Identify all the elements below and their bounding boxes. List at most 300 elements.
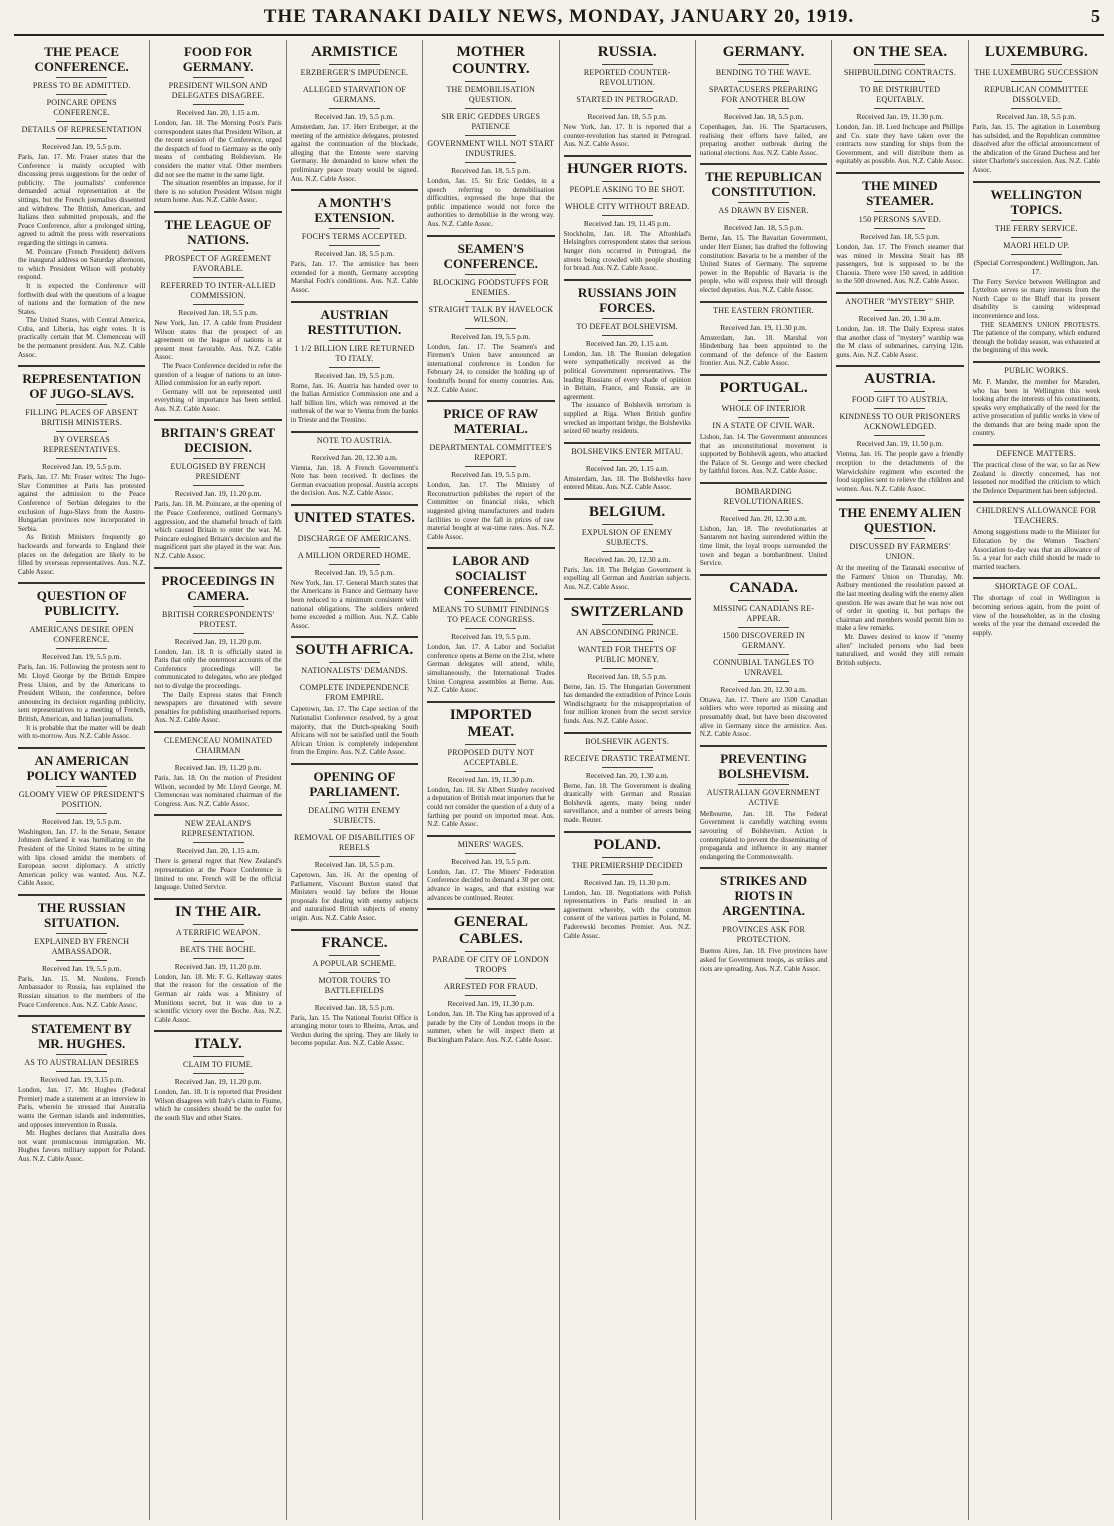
article-headline: POLAND. bbox=[593, 836, 661, 853]
article-paragraph: London, Jan. 18. Sir Albert Stanley received a deputation of British meat importers that he could not consider the question of a duty of a farthing per pound on imported meat. Aus. N.Z. Cable Assoc. bbox=[427, 785, 555, 829]
article-paragraph: Paris, Jan. 17. The armistice has been extended for a month, Germany accepting Marshal Foch's conditions. Aus. N.Z. Cable Assoc. bbox=[290, 260, 419, 294]
article-subhead: PEOPLE ASKING TO BE SHOT. bbox=[569, 184, 685, 194]
subhead-rule bbox=[329, 340, 380, 341]
article-divider bbox=[291, 763, 418, 765]
article-dateline: Received Jan. 19, 3.15 p.m. bbox=[40, 1075, 124, 1085]
article-subhead: REPORTED COUNTER-REVOLUTION. bbox=[583, 68, 671, 87]
article bbox=[154, 731, 281, 808]
article-divider bbox=[836, 365, 963, 367]
article-divider bbox=[564, 442, 691, 444]
article-divider bbox=[427, 701, 554, 703]
subhead-rule bbox=[329, 81, 380, 82]
article-headline: IN THE AIR. bbox=[175, 903, 262, 920]
dateline-rule bbox=[602, 460, 653, 461]
subhead-rule bbox=[465, 301, 516, 302]
article-paragraph: London, Jan. 18. It is officially stated in Paris that only the outermost accounts of the Conference proceedings will be communicated to delegates, who are pledged not to divulge the proceedings. bbox=[154, 647, 282, 690]
dateline-rule bbox=[1011, 108, 1062, 109]
article-paragraph: Rome, Jan. 16. Austria has handed over to the Italian Armistice Commission one and a half billion lire, which was removed at the outbreak of the war to Vienna from the banks in Trieste and the Trentino. bbox=[290, 381, 419, 424]
article-divider bbox=[291, 636, 418, 638]
article-divider bbox=[154, 567, 281, 569]
dateline-rule bbox=[193, 304, 244, 305]
dateline-rule bbox=[874, 310, 925, 311]
article-dateline: Received Jan. 20, 1.15 a.m. bbox=[176, 108, 260, 117]
article-subhead: PROPOSED DUTY NOT ACCEPTABLE. bbox=[447, 747, 535, 767]
dateline-rule bbox=[465, 162, 516, 163]
article-dateline: Received Jan. 18, 5.5 p.m. bbox=[723, 223, 804, 233]
article-divider bbox=[973, 361, 1100, 363]
article-subhead: BY OVERSEAS REPRESENTATIVES. bbox=[43, 435, 121, 455]
article-dateline: Received Jan. 19, 5.5 p.m. bbox=[42, 142, 122, 151]
subhead-rule bbox=[56, 94, 107, 95]
article-subhead: MEANS TO SUBMIT FINDINGS TO PEACE CONGRESS. bbox=[432, 605, 550, 625]
subhead-rule bbox=[465, 274, 516, 275]
subhead-rule bbox=[329, 679, 380, 680]
article-divider bbox=[291, 431, 418, 433]
article-dateline: Received Jan. 18, 5.5 p.m. bbox=[996, 112, 1076, 121]
subhead-rule bbox=[56, 77, 107, 78]
article bbox=[836, 499, 963, 667]
article-dateline: Received Jan. 18, 5.5 p.m. bbox=[587, 671, 667, 681]
dateline-rule bbox=[193, 759, 244, 760]
article-paragraph: Paris, Jan. 15. The National Tourist Office is arranging motor tours to Rheims, Arras, and Verdun during the spring. They are likely to become popular. Aus. N.Z. Cable Assoc. bbox=[290, 1013, 419, 1048]
article-subhead: WHOLE OF INTERIOR bbox=[721, 403, 806, 413]
article-dateline: Received Jan. 19, 11.30 p.m. bbox=[583, 877, 671, 887]
article-divider bbox=[154, 731, 281, 733]
article bbox=[18, 894, 145, 1009]
article bbox=[564, 598, 691, 726]
article-subhead: MOTOR TOURS TO BATTLEFIELDS bbox=[318, 975, 391, 995]
article-paragraph: London, Jan. 17. The French steamer that was mined in Messina Strait has 88 passengers, but is supposed to be the Chaouia. There were 150 saved, in addition to the 500 drowned. Aus. N.Z. Cable Assoc. bbox=[836, 242, 964, 286]
article bbox=[700, 163, 827, 294]
dateline-rule bbox=[465, 466, 516, 467]
article-divider bbox=[973, 181, 1100, 183]
article-headline: THE LEAGUE OF NATIONS. bbox=[164, 216, 272, 247]
article-subhead: 1500 DISCOVERED IN GERMANY. bbox=[722, 630, 805, 650]
article bbox=[154, 898, 281, 1025]
article-paragraph: Amsterdam, Jan. 18. Marshal von Hindenburg has been appointed to the command of the defence of the Eastern frontier. Aus. N.Z. Cable Assoc. bbox=[699, 333, 828, 368]
article-dateline: Received Jan. 20, 1.30 a.m. bbox=[858, 313, 942, 323]
article-subhead: TO BE DISTRIBUTED EQUITABLY. bbox=[859, 85, 941, 104]
article-paragraph: London, Jan. 18. It is reported that President Wilson disagrees with Italy's claim to Fiume, which he considers should be the outlet for the south Slav and other States. bbox=[154, 1088, 282, 1123]
article-headline: THE RUSSIAN SITUATION. bbox=[37, 899, 126, 930]
dateline-rule bbox=[329, 856, 380, 857]
article-dateline: Received Jan. 18, 5.5 p.m. bbox=[451, 166, 531, 175]
article-dateline: Received Jan. 19, 5.5 p.m. bbox=[451, 470, 531, 480]
article-subhead: BOMBARDING REVOLUTIONARIES. bbox=[723, 486, 804, 506]
columns-container bbox=[14, 40, 1104, 1520]
article-subhead: PROVINCES ASK FOR PROTECTION. bbox=[722, 925, 806, 945]
subhead-rule bbox=[738, 654, 789, 655]
article-headline: THE MINED STEAMER. bbox=[862, 177, 938, 208]
dateline-rule bbox=[465, 628, 516, 629]
article-dateline: Received Jan. 19, 11.30 p.m. bbox=[720, 322, 807, 332]
article-headline: WELLINGTON TOPICS. bbox=[990, 186, 1083, 217]
dateline-rule bbox=[465, 328, 516, 329]
article-paragraph: Vienna, Jan. 16. The people gave a friendly reception to the detachments of the Warwickshire regiment who escorted the food supplies sent to relieve the children and women. Aus. N.Z. Cable Assoc. bbox=[836, 450, 964, 493]
article-headline: REPRESENTATION OF JUGO-SLAVS. bbox=[22, 371, 142, 402]
article-headline: GENERAL CABLES. bbox=[453, 914, 528, 948]
article-subhead: DEFENCE MATTERS. bbox=[996, 449, 1077, 459]
dateline-rule bbox=[56, 648, 107, 649]
article-headline: BRITAIN'S GREAT DECISION. bbox=[161, 425, 276, 456]
article-divider bbox=[836, 292, 963, 294]
article-dateline: Received Jan. 19, 11.20 p.m. bbox=[174, 961, 262, 971]
dateline-rule bbox=[193, 842, 244, 843]
article-paragraph: At the meeting of the Taranaki executive of the Farmers' Union on Thursday, Mr. Astbury mentioned the resolution passed at the last meeting dealing with the enemy alien question. He was aware that he was now out of order in quoting it, but perhaps the chairman and members would permit him to make a few remarks. bbox=[836, 564, 964, 633]
article-subhead: AS DRAWN BY EISNER. bbox=[718, 206, 809, 216]
article-headline: LABOR AND SOCIALIST CONFERENCE. bbox=[443, 553, 538, 599]
article-headline: SEAMEN'S CONFERENCE. bbox=[443, 240, 538, 271]
article-paragraph: Mr. Hughes declares that Australia does not want promiscuous immigration. Mr. Hughes favors military support for Poland. Aus. N.Z. Cable Assoc. bbox=[18, 1129, 146, 1163]
subhead-rule bbox=[738, 921, 789, 922]
article-subhead: A POPULAR SCHEME. bbox=[312, 958, 397, 968]
dateline-rule bbox=[465, 853, 516, 854]
column-7 bbox=[832, 40, 968, 1520]
article-paragraph: Paris, Jan. 18. On the motion of President Wilson, seconded by Mr. Lloyd George, M. Clemenceau was nominated chairman of the Congress. Aus. N.Z. Cable Assoc. bbox=[154, 773, 282, 808]
article-subhead: CHILDREN'S ALLOWANCE FOR TEACHERS. bbox=[976, 506, 1097, 526]
article-paragraph: The practical close of the war, so far as New Zealand is directly concerned, has not lessened nor modified the criticism to which the Defence Department has been subjected. bbox=[972, 461, 1100, 495]
article-divider bbox=[18, 747, 145, 749]
article-headline: CANADA. bbox=[729, 579, 798, 596]
article-headline: PRICE OF RAW MATERIAL. bbox=[443, 406, 539, 437]
article bbox=[291, 44, 418, 183]
article-divider bbox=[836, 499, 963, 501]
article-divider bbox=[154, 898, 281, 900]
subhead-rule bbox=[738, 600, 789, 601]
dateline-rule bbox=[329, 999, 380, 1000]
article bbox=[427, 701, 554, 829]
article-divider bbox=[564, 598, 691, 600]
article-subhead: BOLSHEVIKS ENTER MITAU. bbox=[571, 446, 684, 456]
article-paragraph: London, Jan. 18. Lord Inchcape and Phillips and Co. state they have taken over the contracts now standing for ships from the Government, and will distribute them as equitably as possible. Aus. N.Z. Cable Assoc. bbox=[836, 123, 964, 166]
article-dateline: Received Jan. 19, 11.50 p.m. bbox=[856, 439, 944, 449]
article-subhead: REMOVAL OF DISABILITIES OF REBELS bbox=[293, 833, 415, 852]
article-paragraph: Paris, Jan. 18. The Belgian Government is expelling all German and Austrian subjects. Aus. N.Z. Cable Assoc. bbox=[563, 565, 691, 592]
article-divider bbox=[564, 155, 691, 157]
article-subhead: EXPULSION OF ENEMY SUBJECTS. bbox=[581, 527, 673, 547]
article bbox=[427, 44, 554, 229]
article-subhead: 1 1/2 BILLION LIRE RETURNED TO ITALY. bbox=[294, 343, 415, 363]
dateline-rule bbox=[738, 319, 789, 320]
article bbox=[836, 365, 963, 493]
article bbox=[154, 814, 281, 891]
article-dateline: Received Jan. 18, 5.5 p.m. bbox=[314, 860, 395, 869]
article-paragraph: Berne, Jan. 15. The Bavarian Government, under Herr Eisner, has drafted the following constitution: Bavaria to be a member of the United States of Germany. The supreme power in the Republic of Bavaria is the people, who will express their will through elected deputies. Aus. N.Z. Cable Assoc. bbox=[699, 234, 828, 294]
article-divider bbox=[700, 745, 827, 747]
article bbox=[973, 44, 1100, 175]
article-paragraph: New York, Jan. 17. General March states that the Americans in France and Germany have been reduced to a minimum consistent with national obligations. The soldiers ordered home exceeded a million. Aus. N.Z. Cable Assoc. bbox=[290, 578, 419, 630]
article-divider bbox=[700, 374, 827, 376]
subhead-rule bbox=[602, 318, 653, 319]
article-dateline: Received Jan. 19, 5.5 p.m. bbox=[451, 856, 531, 866]
article-subhead: THE PREMIERSHIP DECIDED bbox=[571, 860, 683, 870]
article-paragraph: Amsterdam, Jan. 17. Herr Erzberger, at the meeting of the armistice delegates, protested against the continuation of the blockade, alleging that the Entente were starving Germany. He demanded to know when the preliminary peace treaty would be signed. Aus. N.Z. Cable Assoc. bbox=[290, 123, 419, 183]
article bbox=[291, 504, 418, 631]
article-divider bbox=[18, 1015, 145, 1017]
article-headline: PREVENTING BOLSHEVISM. bbox=[718, 750, 809, 781]
article-paragraph: Mr. F. Mander, the member for Marsden, who has been in Wellington this week looking after the interests of his constituents, speaks very emphatically of the need for the active prosecution of public works in view of the demands that are being made upon the country. bbox=[972, 377, 1100, 438]
subhead-rule bbox=[329, 64, 380, 65]
dateline-rule bbox=[329, 108, 380, 109]
article-paragraph: London, Jan. 18. Negotiations with Polish representatives in Paris resulted in an agreement whereby, with the common consent of the various parties in Poland, M. Paderewski becomes Premier. Aus. N.Z. Cable Assoc. bbox=[563, 888, 691, 940]
column-8 bbox=[969, 40, 1104, 1520]
article-dateline: Received Jan. 20, 1.15 a.m. bbox=[176, 846, 260, 856]
article-headline: HUNGER RIOTS. bbox=[567, 160, 688, 177]
article-subhead: GLOOMY VIEW OF PRESIDENT'S POSITION. bbox=[18, 789, 145, 809]
article bbox=[427, 400, 554, 541]
subhead-rule bbox=[329, 547, 380, 548]
subhead-rule bbox=[465, 601, 516, 602]
article-paragraph: Ottawa, Jan. 17. There are 1500 Canadian soldiers who were reported as missing and presumably dead, but have been discovered alive in Germany since the armistice. Aus. N.Z. Cable Assoc. bbox=[699, 695, 828, 739]
subhead-rule bbox=[602, 181, 653, 182]
article-dateline: Received Jan. 20, 12.30 a.m. bbox=[583, 554, 671, 564]
article-subhead: DISCHARGE OF AMERICANS. bbox=[297, 533, 412, 543]
dateline-rule bbox=[738, 219, 789, 220]
article bbox=[700, 44, 827, 157]
article-divider bbox=[973, 501, 1100, 503]
subhead-rule bbox=[602, 64, 653, 65]
article-paragraph: London, Jan. 17. The Ministry of Reconstruction publishes the report of the Committee on financial risks, which suggested giving manufacturers and traders facilities to cover the fall in prices of raw material bought at war-time rates. Aus. N.Z. Cable Assoc. bbox=[427, 481, 555, 541]
article-paragraph: Paris, Jan. 17. Mr. Fraser writes: The Jugo-Slav Committee at Paris has protested against the admission to the Peace Conference of Serbian delegates to the exclusion of Jugo-Slavs from the Austro-Hungarian provinces now incorporated in Serbia. bbox=[18, 473, 146, 533]
article-subhead: NOTE TO AUSTRIA. bbox=[316, 435, 392, 445]
article bbox=[291, 189, 418, 294]
article-dateline: Received Jan. 19, 11.20 p.m. bbox=[174, 1077, 262, 1087]
article-paragraph: Capetown, Jan. 17. The Cape section of the Nationalist Conference resolved, by a great majority, that the Dutch-speaking South Africans will not be satisfied until the South African Union is completely independent from the Empire. Aus. N.Z. Cable Assoc. bbox=[290, 705, 419, 757]
article-subhead: THE FERRY SERVICE. bbox=[994, 223, 1078, 233]
article-paragraph: Paris, Jan. 18. M. Poincare, at the opening of the Peace Conference, outlined Germany's aggression, and the shameful breach of faith which caused Britain to enter the war. M. Poincare eulogised Britain's decision and the magnificent part she played in the war. Aus. N.Z. Cable Assoc. bbox=[154, 500, 282, 561]
article-subhead: AN ABSCONDING PRINCE. bbox=[576, 627, 679, 637]
subhead-rule bbox=[56, 404, 107, 405]
article-paragraph: London, Jan. 17. Mr. Hughes (Federal Premier) made a statement at an interview in Paris, wherein he stressed that Australia wants the German islands and indemnities, and opposes intervention in Russia. bbox=[18, 1086, 146, 1129]
subhead-rule bbox=[602, 198, 653, 199]
subhead-rule bbox=[193, 77, 244, 78]
article-headline: STRIKES AND RIOTS IN ARGENTINA. bbox=[720, 873, 808, 919]
article-subhead: SHIPBUILDING CONTRACTS. bbox=[843, 68, 957, 77]
article bbox=[154, 419, 281, 560]
dateline-rule bbox=[329, 564, 380, 565]
article-headline: BELGIUM. bbox=[589, 503, 666, 520]
article-headline: PORTUGAL. bbox=[719, 379, 808, 396]
dateline-rule bbox=[329, 245, 380, 246]
article-paragraph: New York, Jan. 17. A cable from President Wilson states that the prospect of an agreement on the league of nations is at present most favorable. Aus. N.Z. Cable Assoc. bbox=[154, 318, 282, 362]
article-divider bbox=[18, 894, 145, 896]
article-dateline: Received Jan. 19, 11.30 p.m. bbox=[447, 999, 535, 1009]
article-headline: MOTHER COUNTRY. bbox=[451, 44, 530, 77]
article-headline: STATEMENT BY MR. HUGHES. bbox=[31, 1021, 133, 1052]
article-divider bbox=[154, 1030, 281, 1032]
article-divider bbox=[700, 574, 827, 576]
subhead-rule bbox=[874, 408, 925, 409]
column-3 bbox=[287, 40, 423, 1520]
subhead-rule bbox=[56, 621, 107, 622]
dateline-rule bbox=[738, 510, 789, 511]
article-divider bbox=[427, 835, 554, 837]
article-paragraph: The situation resembles an impasse, for if there is no solution President Wilson might return home. Aus. N.Z. Cable Assoc. bbox=[154, 179, 282, 205]
article-subhead: PRESIDENT WILSON AND DELEGATES DISAGREE. bbox=[168, 81, 268, 100]
article-dateline: Received Jan. 20, 12.30 a.m. bbox=[720, 513, 807, 523]
subhead-rule bbox=[56, 431, 107, 432]
article-subhead: BOLSHEVIK AGENTS. bbox=[585, 736, 670, 746]
article-subhead: AUSTRALIAN GOVERNMENT ACTIVE bbox=[706, 787, 821, 807]
article-dateline: (Special Correspondent.) Wellington, Jan. 17. bbox=[973, 257, 1100, 276]
dateline-rule bbox=[56, 1071, 107, 1072]
article-subhead: EXPLAINED BY FRENCH AMBASSADOR. bbox=[34, 936, 130, 956]
subhead-rule bbox=[465, 135, 516, 136]
article-subhead: WANTED FOR THEFTS OF PUBLIC MONEY. bbox=[577, 644, 677, 664]
article-dateline: Received Jan. 19, 11.20 p.m. bbox=[174, 636, 262, 646]
article bbox=[564, 831, 691, 941]
article-divider bbox=[973, 444, 1100, 446]
article-dateline: Received Jan. 20, 1.30 a.m. bbox=[585, 770, 669, 780]
dateline-rule bbox=[602, 874, 653, 875]
article-paragraph: There is general regret that New Zealand's representation at the Peace Conference is limited to one. French will be the official language. United Service. bbox=[154, 857, 282, 892]
article-paragraph: The Daily Express states that French newspapers are threatened with severe penalties for publishing unauthorised reports. Aus. N.Z. Cable Assoc. bbox=[154, 690, 282, 725]
article bbox=[973, 181, 1100, 355]
article-dateline: Received Jan. 18, 5.5 p.m. bbox=[860, 231, 940, 241]
article-paragraph: New York, Jan. 17. It is reported that a counter-revolution has started in Petrograd. Aus. N.Z. Cable Assoc. bbox=[563, 123, 691, 149]
article bbox=[700, 867, 827, 973]
article bbox=[154, 211, 281, 414]
article bbox=[564, 44, 691, 149]
article-paragraph: Lisbon, Jan. 18. The revolutionaries at Santarem not having surrendered within the time limit, the loyal troops surrounded the town and began a bombardment. United Service. bbox=[699, 524, 828, 568]
article bbox=[291, 301, 418, 425]
subhead-rule bbox=[602, 624, 653, 625]
subhead-rule bbox=[602, 91, 653, 92]
article-paragraph: Germany will not be represented until everything of importance has been settled. Aus. N.Z. Cable Assoc. bbox=[154, 387, 282, 413]
article-headline: SOUTH AFRICA. bbox=[295, 642, 414, 659]
article-paragraph: The Ferry Service between Wellington and Lyttelton serves so many interests from the North Cape to the Bluff that its present disability is causing widespread inconvenience and loss. bbox=[972, 277, 1100, 320]
article-dateline: Received Jan. 18, 5.5 p.m. bbox=[314, 1002, 395, 1012]
article-subhead: TO DEFEAT BOLSHEVISM. bbox=[576, 321, 678, 331]
article-paragraph: The issuance of Bolshevik terrorism is supplied at Riga. When British gunfire wrecked an important bridge, the Bolsheviks seized 60 nearby residents. bbox=[563, 401, 691, 436]
article-divider bbox=[700, 301, 827, 303]
article-headline: FRANCE. bbox=[321, 934, 388, 951]
dateline-rule bbox=[465, 995, 516, 996]
dateline-rule bbox=[602, 215, 653, 216]
article-paragraph: London, Jan. 18. The Russian delegation were sympathetically received as the political Government representatives. The leading Russians of every shade of opinion in Britain, France, and Russia, are in agreement. bbox=[563, 349, 691, 401]
article-dateline: Received Jan. 18, 5.5 p.m. bbox=[314, 249, 395, 259]
article-headline: IMPORTED MEAT. bbox=[449, 706, 532, 740]
subhead-rule bbox=[465, 108, 516, 109]
article-divider bbox=[18, 582, 145, 584]
article-paragraph: Buenos Aires, Jan. 18. Five provinces have asked for Government troops, as strikes and riots are spreading. Aus. N.Z. Cable Assoc. bbox=[699, 947, 828, 973]
article-subhead: NATIONALISTS' DEMANDS. bbox=[301, 666, 408, 676]
article-paragraph: Amsterdam, Jan. 18. The Bolsheviks have entered Mitau. Aus. N.Z. Cable Assoc. bbox=[563, 474, 691, 492]
article-headline: THE ENEMY ALIEN QUESTION. bbox=[838, 505, 962, 536]
subhead-rule bbox=[874, 391, 925, 392]
article-subhead: AS TO AUSTRALIAN DESIRES bbox=[24, 1058, 139, 1068]
subhead-rule bbox=[193, 277, 244, 278]
article bbox=[973, 501, 1100, 571]
dateline-rule bbox=[193, 1073, 244, 1074]
article-paragraph: It is expected the Conference will forthwith deal with the questions of a league of nations and the formation of the new States. bbox=[18, 281, 146, 316]
article-subhead: GOVERNMENT WILL NOT START INDUSTRIES. bbox=[427, 139, 555, 158]
article-paragraph: The Peace Conference decided to refer the question of a league of nations to an inter-Allied commission for an early report. bbox=[154, 361, 282, 388]
article-subhead: FILLING PLACES OF ABSENT BRITISH MINISTERS. bbox=[25, 408, 138, 428]
article-headline: ON THE SEA. bbox=[852, 44, 948, 60]
article-subhead: DETAILS OF REPRESENTATION bbox=[21, 125, 142, 134]
article-paragraph: London, Jan. 17. A Labor and Socialist conference opens at Berne on the 21st, where German delegates will attend, while, simultaneously, the International Trades Union Congress assembles at Berne. Aus. N.Z. Cable Assoc. bbox=[427, 643, 555, 695]
dateline-rule bbox=[193, 958, 244, 959]
dateline-rule bbox=[874, 228, 925, 229]
article-divider bbox=[427, 400, 554, 402]
subhead-rule bbox=[193, 924, 244, 925]
article-subhead: PROSPECT OF AGREEMENT FAVORABLE. bbox=[164, 253, 272, 273]
article-paragraph: THE SEAMEN'S UNION PROTESTS. The patience of the company, which endured through the holiday season, was exhausted at the beginning of this week. bbox=[972, 320, 1100, 355]
article-subhead: BRITISH CORRESPONDENTS' PROTEST. bbox=[162, 609, 275, 629]
article bbox=[700, 745, 827, 862]
article-subhead: REPUBLICAN COMMITTEE DISSOLVED. bbox=[984, 85, 1089, 104]
article-dateline: Received Jan. 19, 11.20 p.m. bbox=[174, 489, 262, 499]
article-divider bbox=[973, 577, 1100, 579]
dateline-rule bbox=[329, 449, 380, 450]
article-paragraph: London, Jan. 17. The Miners' Federation Conference decided to demand a 30 per cent. advance in wages, and that existing war advances be continued. Reuter. bbox=[427, 867, 555, 902]
article-headline: THE PEACE CONFERENCE. bbox=[34, 44, 129, 74]
dateline-rule bbox=[56, 458, 107, 459]
article bbox=[564, 279, 691, 436]
article-subhead: RECEIVE DRASTIC TREATMENT. bbox=[564, 753, 691, 763]
article bbox=[154, 44, 281, 205]
article-subhead: PARADE OF CITY OF LONDON TROOPS bbox=[432, 955, 550, 975]
dateline-rule bbox=[602, 108, 653, 109]
article-paragraph: Lisbon, Jan. 14. The Government announces that an unconstitutional movement is supported by Bolshevik agents, who attacked the Palace of St. George and were checked by faithful forces. Aus. N.Z. Cable Assoc. bbox=[699, 432, 828, 476]
dateline-rule bbox=[193, 485, 244, 486]
article-subhead: REFERRED TO INTER-ALLIED COMMISSION. bbox=[160, 280, 276, 300]
dateline-rule bbox=[874, 435, 925, 436]
article-dateline: Received Jan. 19, 5.5 p.m. bbox=[314, 112, 395, 121]
subhead-rule bbox=[193, 458, 244, 459]
subhead-rule bbox=[874, 81, 925, 82]
article-dateline: Received Jan. 19, 11.30 p.m. bbox=[447, 774, 535, 784]
subhead-rule bbox=[602, 857, 653, 858]
article-dateline: Received Jan. 20, 12.30 a.m. bbox=[720, 684, 807, 694]
article-subhead: COMPLETE INDEPENDENCE FROM EMPIRE. bbox=[299, 683, 410, 703]
article-subhead: DEPARTMENTAL COMMITTEE'S REPORT. bbox=[429, 443, 553, 463]
subhead-rule bbox=[56, 933, 107, 934]
subhead-rule bbox=[874, 211, 925, 212]
article bbox=[973, 444, 1100, 495]
article-dateline: Received Jan. 19, 5.5 p.m. bbox=[314, 567, 395, 577]
article-subhead: MISSING CANADIANS RE-APPEAR. bbox=[713, 603, 815, 623]
article-dateline: Received Jan. 20, 1.15 a.m. bbox=[585, 463, 669, 473]
article-subhead: BENDING TO THE WAVE. bbox=[715, 68, 812, 77]
article-divider bbox=[564, 498, 691, 500]
article-subhead: STARTED IN PETROGRAD. bbox=[576, 95, 678, 104]
subhead-rule bbox=[329, 955, 380, 956]
subhead-rule bbox=[738, 784, 789, 785]
column-6 bbox=[696, 40, 832, 1520]
article-subhead: ERZBERGER'S IMPUDENCE. bbox=[300, 68, 409, 77]
dateline-rule bbox=[1011, 254, 1062, 255]
subhead-rule bbox=[329, 972, 380, 973]
article bbox=[700, 574, 827, 739]
article bbox=[564, 155, 691, 273]
article-subhead: WHOLE CITY WITHOUT BREAD. bbox=[564, 201, 690, 211]
article-headline: ITALY. bbox=[194, 1036, 242, 1053]
article-subhead: FOOD GIFT TO AUSTRIA. bbox=[851, 395, 949, 405]
subhead-rule bbox=[329, 228, 380, 229]
article bbox=[18, 44, 145, 359]
subhead-rule bbox=[738, 400, 789, 401]
article-dateline: Received Jan. 20, 1.15 a.m. bbox=[585, 338, 669, 348]
column-4 bbox=[423, 40, 559, 1520]
subhead-rule bbox=[1011, 81, 1062, 82]
article-subhead: BLOCKING FOODSTUFFS FOR ENEMIES. bbox=[432, 277, 549, 297]
dateline-rule bbox=[193, 104, 244, 105]
article bbox=[700, 301, 827, 368]
article-divider bbox=[18, 365, 145, 367]
article-subhead: STRAIGHT TALK BY HAVELOCK WILSON. bbox=[428, 304, 554, 324]
